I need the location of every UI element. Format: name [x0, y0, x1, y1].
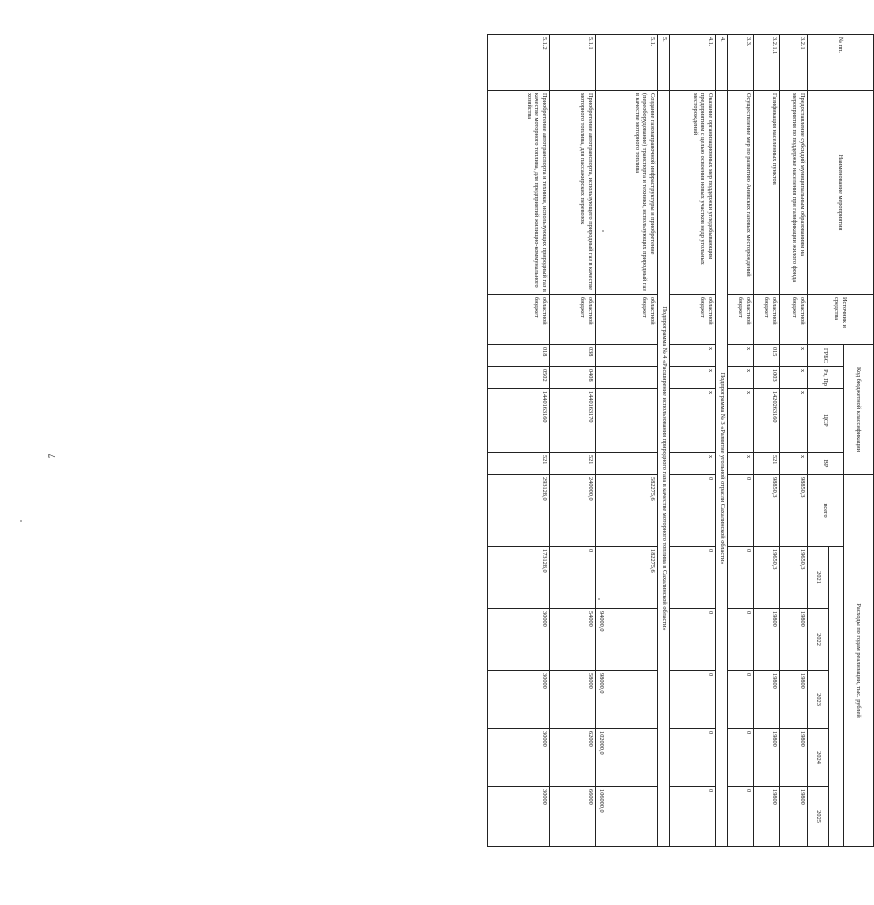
row-grbs: 018 [488, 345, 550, 367]
row-num: 3.3. [728, 35, 754, 91]
row-vr: х [728, 453, 754, 475]
subprogram-num: 5. [658, 35, 670, 91]
header-2024: 2024 [808, 729, 829, 787]
row-2023: 30000 [488, 671, 550, 729]
row-2025: 30000 [488, 787, 550, 847]
row-total: 582275,6 [596, 475, 658, 547]
row-2024: 30000 [488, 729, 550, 787]
header-vr: ВР [808, 453, 844, 475]
row-csr: 1420263160 [754, 389, 780, 453]
header-row-1 [844, 35, 874, 847]
row-csr: х [670, 389, 716, 453]
row-2023: 19800 [754, 671, 780, 729]
row-csr: х [780, 389, 808, 453]
row-name: Создание газозаправочной инфраструктуры и приобретение (переоборудование) транспорта и техники, использующих природный газ в качестве моторного топлива [596, 91, 658, 295]
row-2023: 98000,0 [596, 671, 658, 729]
row-2022: 54000 [550, 609, 596, 671]
row-grbs: х [780, 345, 808, 367]
budget-table-container [330, 34, 874, 846]
row-source: областной бюджет [550, 295, 596, 345]
row-name: Приобретение автотранспорта и техники, использующих природный газ в качестве моторного топлива, для предприятий жилищно-коммунального хозяйства [488, 91, 550, 295]
row-2023: 58000 [550, 671, 596, 729]
row-rzpr: 0502 [488, 367, 550, 389]
row-2025: 0 [728, 787, 754, 847]
subprogram-num: 4. [716, 35, 728, 91]
row-2021: 0 [550, 547, 596, 609]
row-name: Оказание организационных мер поддержки угледобывающим предприятиям с целью освоения новых участков недр угольных месторождений [670, 91, 716, 295]
row-total: 0 [670, 475, 716, 547]
row-2022: 19800 [754, 609, 780, 671]
row-num: 4.1. [670, 35, 716, 91]
row-2021: 19650,3 [780, 547, 808, 609]
row-vr: 521 [754, 453, 780, 475]
row-2022: 19800 [780, 609, 808, 671]
row-name: Приобретение автотранспорта, использующего природный газ в качестве моторного топлива, для пассажирских перевозок [550, 91, 596, 295]
row-vr: х [670, 453, 716, 475]
header-expenses: Расходы по годам реализации, тыс. рублей [844, 475, 874, 847]
row-rzpr: х [670, 367, 716, 389]
table-row [780, 35, 808, 847]
subprogram-title: Подпрограмма № 4 «Расширение использования природного газа в качестве моторного топлива в Сахалинской области» [658, 91, 670, 847]
row-2025: 19800 [780, 787, 808, 847]
header-name: Наименование мероприятия [808, 91, 874, 295]
header-csr: ЦСР [808, 389, 844, 453]
row-total: 98850,3 [754, 475, 780, 547]
header-2025: 2025 [808, 787, 829, 847]
row-2024: 0 [670, 729, 716, 787]
row-num: 5.1.1 [550, 35, 596, 91]
row-2024: 19800 [754, 729, 780, 787]
row-2021: 0 [728, 547, 754, 609]
header-grbs: ГРБС [808, 345, 844, 367]
row-num: 5.1.2 [488, 35, 550, 91]
row-2022: 0 [670, 609, 716, 671]
row-2024: 19800 [780, 729, 808, 787]
header-2022: 2022 [808, 609, 829, 671]
row-2022: 94000,0 [596, 609, 658, 671]
row-rzpr [596, 367, 658, 389]
row-grbs [596, 345, 658, 367]
page-number: 7 [47, 453, 57, 459]
row-name: Газификация населенных пунктов [754, 91, 780, 295]
row-grbs: х [728, 345, 754, 367]
row-rzpr: х [728, 367, 754, 389]
subprogram-title: Подпрограмма № 3 «Развитие угольной отрасли Сахалинской области» [716, 91, 728, 847]
row-grbs: 015 [754, 345, 780, 367]
row-total: 293128,0 [488, 475, 550, 547]
subprogram-row [716, 35, 728, 847]
row-csr [596, 389, 658, 453]
row-rzpr: х [780, 367, 808, 389]
row-vr: 521 [550, 453, 596, 475]
row-2022: 30000 [488, 609, 550, 671]
scan-speck [598, 598, 600, 600]
row-csr: х [728, 389, 754, 453]
header-budget-code: Код бюджетной классификации [844, 345, 874, 475]
row-2023: 0 [728, 671, 754, 729]
row-source: областной бюджет [754, 295, 780, 345]
row-total: 0 [728, 475, 754, 547]
header-source: Источник и средства [808, 295, 874, 345]
row-total: 240000,0 [550, 475, 596, 547]
row-2025: 0 [670, 787, 716, 847]
table-row [670, 35, 716, 847]
row-total: 98850,3 [780, 475, 808, 547]
row-num: 3.2.1.1 [754, 35, 780, 91]
row-2021: 19650,3 [754, 547, 780, 609]
row-2024: 102000,0 [596, 729, 658, 787]
row-2021: 0 [670, 547, 716, 609]
row-2025: 19800 [754, 787, 780, 847]
table-row [550, 35, 596, 847]
row-2021: 182275,6 [596, 547, 658, 609]
header-num: № пп. [808, 35, 874, 91]
row-2023: 0 [670, 671, 716, 729]
table-row [754, 35, 780, 847]
row-source: областной бюджет [780, 295, 808, 345]
table-row [728, 35, 754, 847]
row-csr: 1440163160 [488, 389, 550, 453]
row-vr: х [780, 453, 808, 475]
header-total: всего [808, 475, 844, 547]
row-2021: 173128,0 [488, 547, 550, 609]
header-2023: 2023 [808, 671, 829, 729]
row-rzpr: 0408 [550, 367, 596, 389]
row-source: областной бюджет [728, 295, 754, 345]
row-grbs: х [670, 345, 716, 367]
row-num: 3.2.1 [780, 35, 808, 91]
table-row [596, 35, 658, 847]
row-num: 5.1. [596, 35, 658, 91]
header-spacer [829, 547, 844, 847]
budget-table [487, 34, 874, 847]
row-grbs: 038 [550, 345, 596, 367]
row-name: Осуществление мер по развитию Анивских газовых месторождений [728, 91, 754, 295]
row-2024: 62000 [550, 729, 596, 787]
row-rzpr: 1003 [754, 367, 780, 389]
row-2023: 19800 [780, 671, 808, 729]
table-row [488, 35, 550, 847]
row-vr [596, 453, 658, 475]
row-csr: 1440163170 [550, 389, 596, 453]
row-source: областной бюджет [670, 295, 716, 345]
row-name: Предоставление субсидий муниципальным образованиям на мероприятия по поддержке населения при газификации жилого фонда [780, 91, 808, 295]
row-2024: 0 [728, 729, 754, 787]
scan-speck [20, 520, 22, 522]
row-2022: 0 [728, 609, 754, 671]
row-2025: 106000,0 [596, 787, 658, 847]
row-vr: 521 [488, 453, 550, 475]
subprogram-row [658, 35, 670, 847]
header-rzpr: Рз, Пр [808, 367, 844, 389]
row-2025: 66000 [550, 787, 596, 847]
row-source: областной бюджет [488, 295, 550, 345]
header-2021: 2021 [808, 547, 829, 609]
scan-speck [602, 230, 604, 232]
row-source: областной бюджет [596, 295, 658, 345]
